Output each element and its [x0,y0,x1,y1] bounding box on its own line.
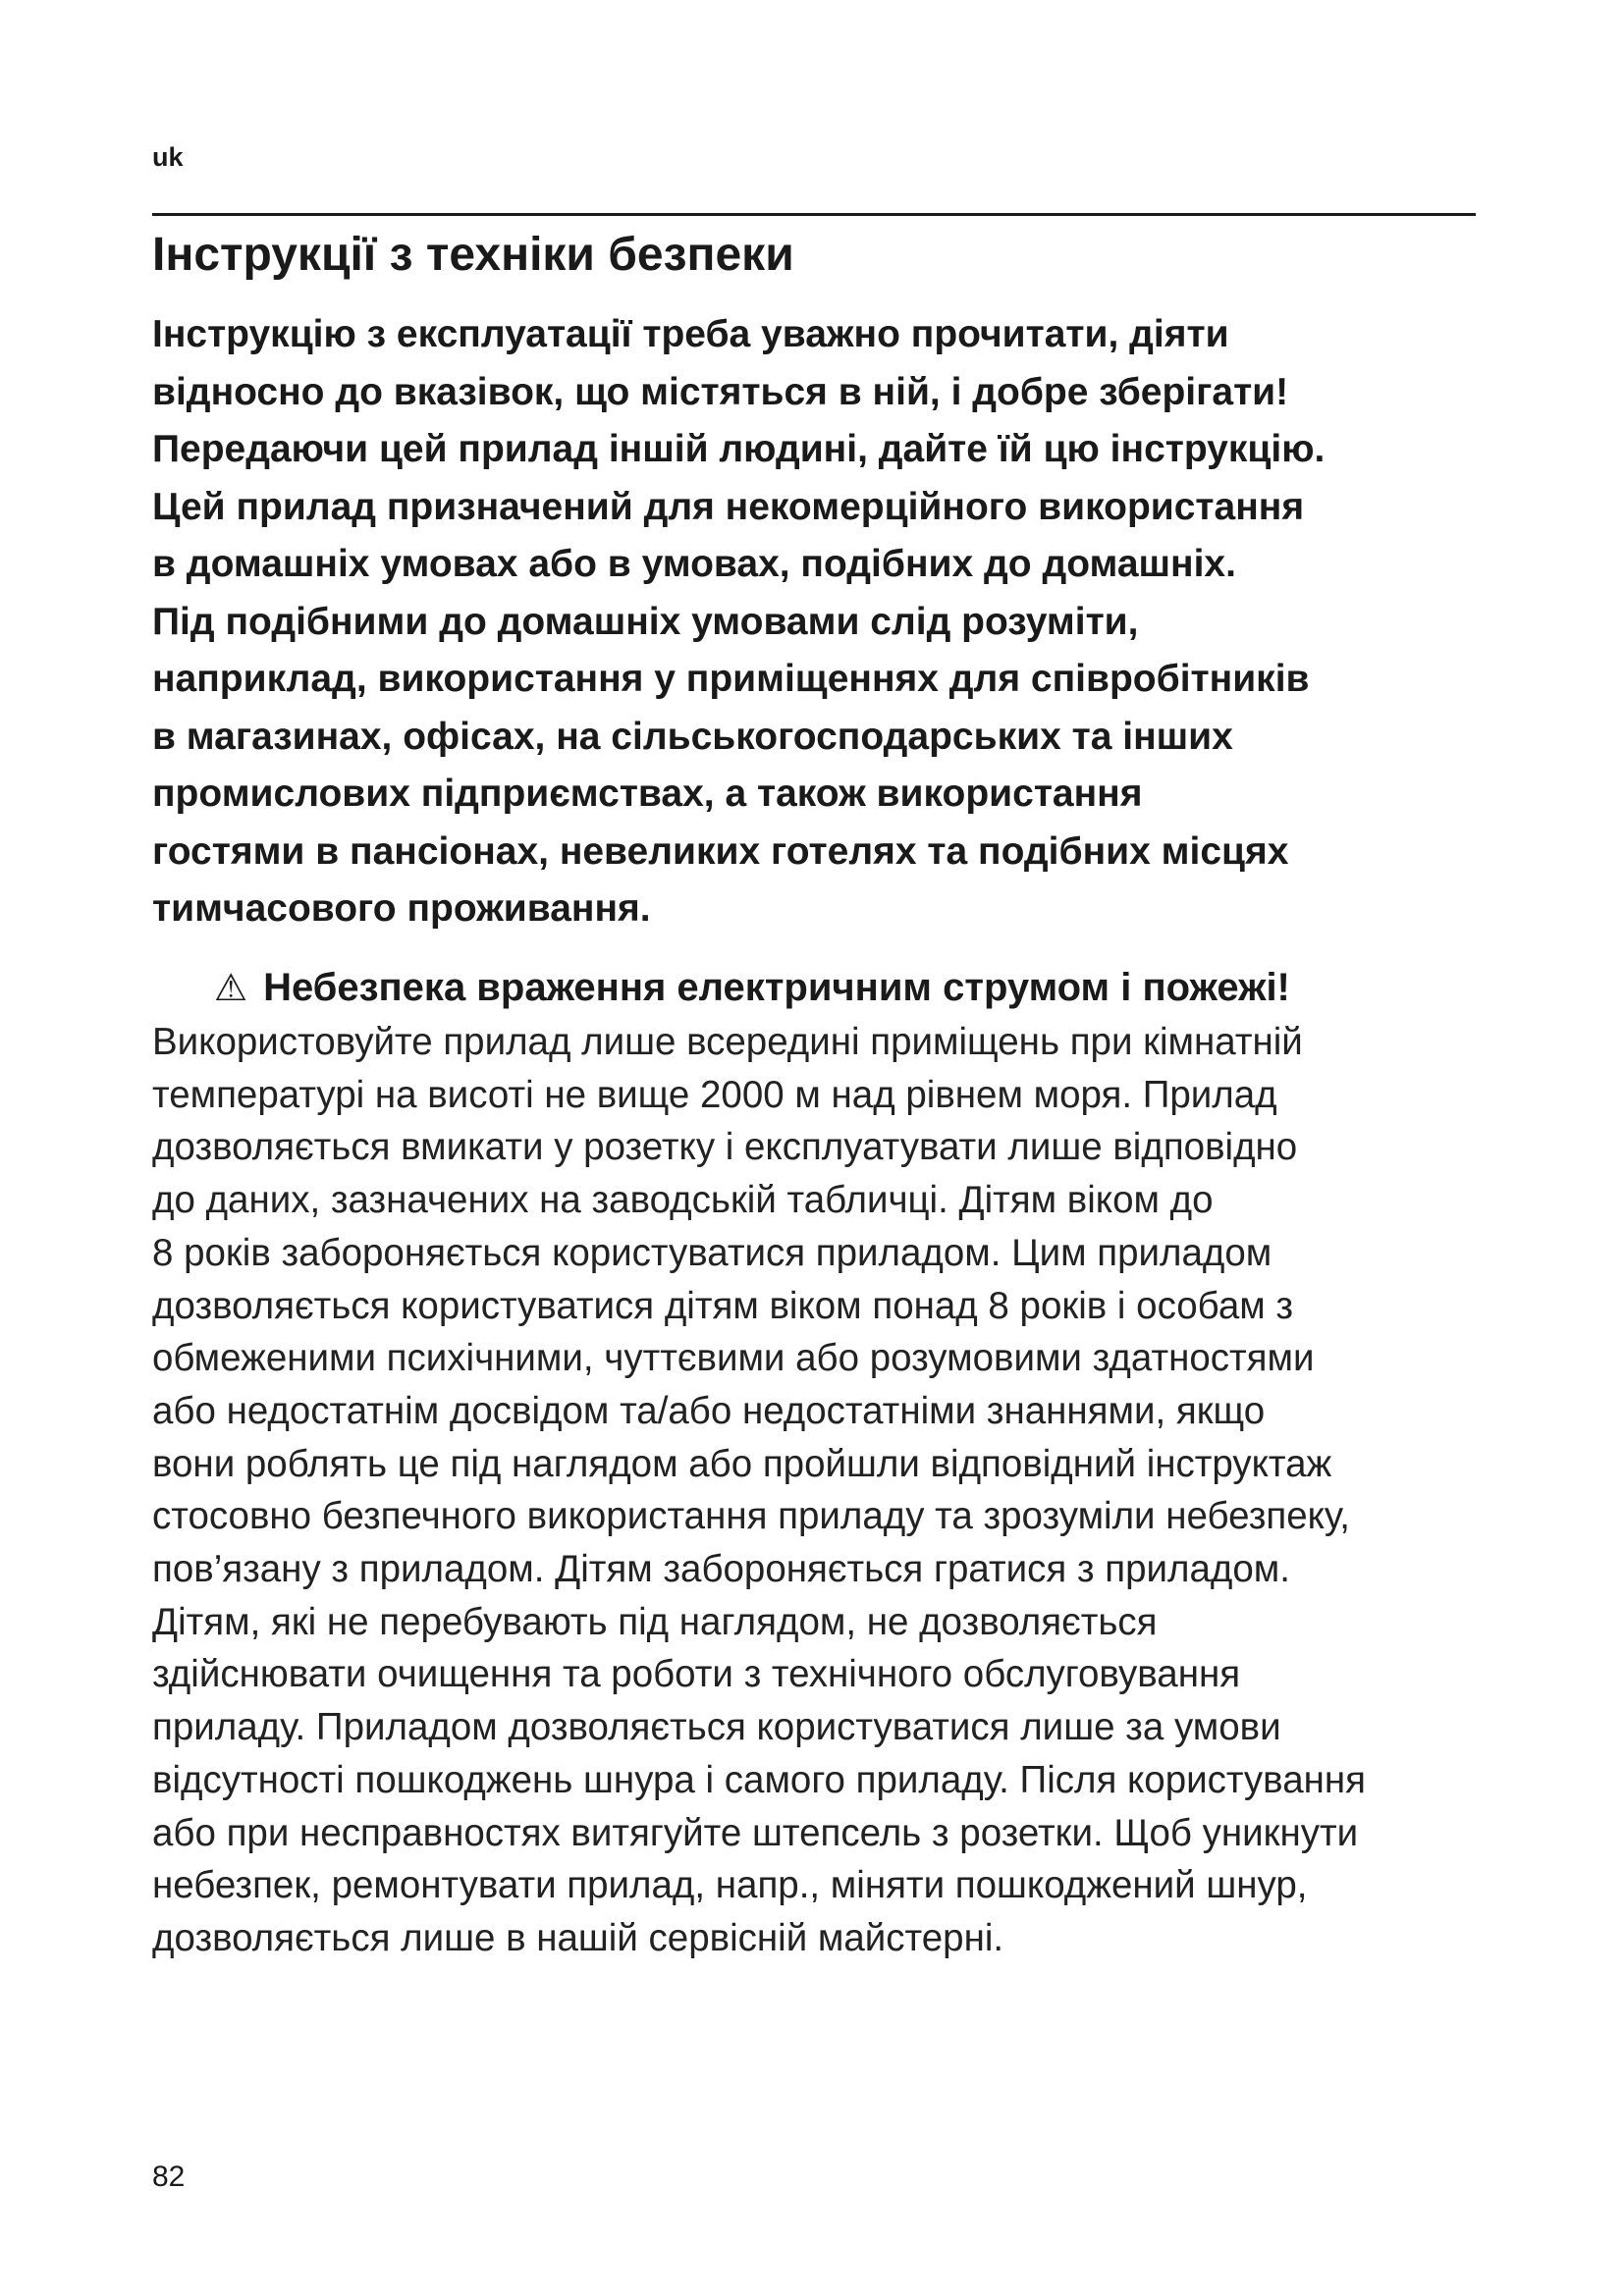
intro-line: Під подібними до домашніх умовами слід розуміти, [152,600,1139,643]
warning-line: або недостатнім досвідом та/або недостатніми знаннями, якщо [152,1389,1266,1432]
warning-line: дозволяється лише в нашій сервісній майстерні. [152,1916,1004,1959]
intro-line: відносно до вказівок, що містяться в ній, і добре зберігати! [152,370,1289,413]
warning-line: дозволяється вмикати у розетку і експлуатувати лише відповідно [152,1126,1298,1169]
warning-line: дозволяється користуватися дітям віком понад 8 років і особам з [152,1284,1294,1327]
intro-line: наприклад, використання у приміщеннях для співробітників [152,658,1310,700]
intro-line: тимчасового проживання. [152,887,651,930]
warning-line: відсутності пошкоджень шнура і самого приладу. Після користування [152,1758,1366,1801]
warning-line: до даних, зазначених на заводській табличці. Дітям віком до [152,1179,1214,1222]
warning-line: стосовно безпечного використання приладу та зрозуміли небезпеку, [152,1495,1350,1538]
page-number: 82 [152,2161,186,2193]
header-divider [152,213,1476,216]
intro-line: Інструкцію з експлуатації треба уважно прочитати, діяти [152,313,1229,355]
warning-heading-text: Небезпека враження електричним струмом і пожежі! [263,966,1290,1009]
warning-triangle-icon: ⚠ [214,966,248,1009]
warning-line: обмеженими психічними, чуттєвими або розумовими здатностями [152,1337,1315,1380]
warning-line: або при несправностях витягуйте штепсель з розетки. Щоб уникнути [152,1811,1359,1854]
language-code: uk [152,142,184,172]
warning-line: приладу. Приладом дозволяється користуватися лише за умови [152,1706,1281,1749]
section-title: Інструкції з техніки безпеки [152,229,794,281]
intro-paragraph [152,306,1507,938]
warning-line: небезпек, ремонтувати прилад, напр., міняти пошкоджений шнур, [152,1864,1308,1907]
intro-line: промислових підприємствах, а також використання [152,773,1143,815]
warning-heading [214,960,1290,1015]
intro-line: гостями в пансіонах, невеликих готелях та подібних місцях [152,829,1289,873]
warning-line: вони роблять це під наглядом або пройшли відповідний інструктаж [152,1442,1332,1485]
warning-line: пов’язану з приладом. Дітям забороняється гратися з приладом. [152,1548,1290,1591]
intro-line: в магазинах, офісах, на сільськогосподарських та інших [152,715,1233,758]
warning-line: 8 років забороняється користуватися приладом. Цим приладом [152,1231,1272,1274]
intro-line: Цей прилад призначений для некомерційного використання [152,485,1305,528]
warning-line: Використовуйте прилад лише всередині приміщень при кімнатній [152,1021,1303,1063]
intro-line: в домашніх умовах або в умовах, подібних до домашніх. [152,543,1236,585]
warning-line: температурі на висоті не вище 2000 м над рівнем моря. Прилад [152,1073,1277,1116]
warning-paragraph [152,1016,1507,1965]
warning-line: здійснювати очищення та роботи з технічного обслуговування [152,1653,1241,1696]
warning-line: Дітям, які не перебувають під наглядом, не дозволяється [152,1600,1158,1643]
intro-line: Передаючи цей прилад іншій людині, дайте їй цю інструкцію. [152,428,1326,470]
